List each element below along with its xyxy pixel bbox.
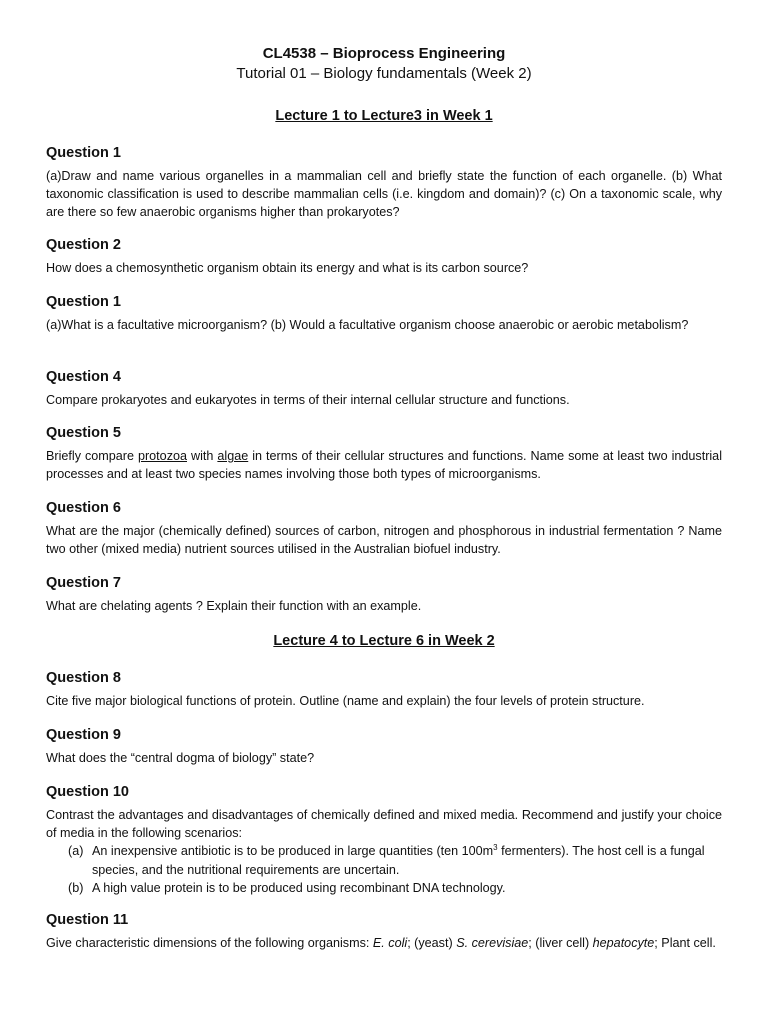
- question-text: [46, 934, 722, 952]
- question-text: Contrast the advantages and disadvantages of chemically defined and mixed media. Recommend and justify your choice of media in the following scenarios:: [46, 808, 722, 841]
- question-block: [46, 669, 722, 710]
- question-title: Question 1: [46, 145, 121, 161]
- text-run: in terms of their cellular structures and functions. Name some at least two industrial processes and at least two species names involving those both types of microorganisms.: [46, 449, 722, 482]
- question-text: Cite five major biological functions of protein. Outline (name and explain) the four levels of protein structure.: [46, 694, 645, 708]
- scenario-marker: (b): [68, 880, 84, 895]
- question-title: Question 7: [46, 575, 121, 591]
- question-block: [46, 424, 722, 483]
- species-name: S. cerevisiae: [456, 936, 529, 950]
- question-title: Question 8: [46, 670, 121, 686]
- scenario-marker: (a): [68, 844, 84, 859]
- text-run: A high value protein is to be produced using recombinant DNA technology.: [92, 880, 506, 895]
- question-block: [46, 499, 722, 558]
- question-text: (a)Draw and name various organelles in a mammalian cell and briefly state the function of each organelle. (b) What taxonomic classification is used to describe mammalian cells (i.e. kingdom and domain)? (c) On a taxonomic scale, why are there so few anaerobic organisms higher than prokaryotes?: [46, 169, 722, 220]
- text-run: fermenters). The host cell is a fungal species, and the nutritional requirements are uncertain.: [92, 844, 705, 877]
- question-title: Question 4: [46, 369, 121, 385]
- superscript: 3: [493, 843, 498, 853]
- question-block: [46, 783, 722, 897]
- question-block: [46, 368, 722, 409]
- question-block: [46, 726, 722, 767]
- question-text: Compare prokaryotes and eukaryotes in terms of their internal cellular structure and functions.: [46, 393, 570, 407]
- text-run: Briefly compare: [46, 449, 138, 463]
- question-title: Question 5: [46, 425, 121, 441]
- scenario-item: [46, 879, 722, 897]
- question-title: Question 6: [46, 500, 121, 516]
- question-text: (a)What is a facultative microorganism? (b) Would a facultative organism choose anaerobic or aerobic metabolism?: [46, 318, 689, 332]
- question-block: [46, 236, 722, 277]
- scenario-item: [46, 842, 722, 878]
- document-subtitle: Tutorial 01 – Biology fundamentals (Week 2): [236, 65, 532, 82]
- section-heading-week1: Lecture 1 to Lecture3 in Week 1: [275, 108, 493, 124]
- text-run: ; (yeast): [407, 936, 457, 950]
- question-text: [46, 447, 722, 483]
- question-text: What are the major (chemically defined) sources of carbon, nitrogen and phosphorous in industrial fermentation ? Name two other (mixed media) nutrient sources utilised in the Australian biofuel industry.: [46, 524, 722, 557]
- question-text: What does the “central dogma of biology” state?: [46, 751, 315, 765]
- question-title: Question 2: [46, 237, 121, 253]
- text-run: with: [187, 449, 218, 463]
- question-text: What are chelating agents ? Explain their function with an example.: [46, 599, 422, 613]
- question-title: Question 9: [46, 727, 121, 743]
- section-heading-week2: Lecture 4 to Lecture 6 in Week 2: [273, 633, 495, 649]
- question-text: How does a chemosynthetic organism obtain its energy and what is its carbon source?: [46, 261, 529, 275]
- question-block: [46, 293, 722, 334]
- species-name: E. coli: [372, 936, 408, 950]
- question-title: Question 1: [46, 294, 121, 310]
- cell-type-name: hepatocyte: [592, 936, 655, 950]
- text-run: ; Plant cell.: [654, 936, 716, 950]
- document-title: CL4538 – Bioprocess Engineering: [262, 45, 506, 62]
- question-block: [46, 911, 722, 952]
- title-block: [0, 44, 768, 84]
- question-block: [46, 574, 722, 615]
- text-run: ; (liver cell): [528, 936, 593, 950]
- underlined-term: protozoa: [137, 449, 187, 463]
- text-run: Give characteristic dimensions of the following organisms:: [46, 936, 373, 950]
- question-block: [46, 144, 722, 222]
- underlined-term: algae: [217, 449, 249, 463]
- scenario-list: [46, 842, 722, 897]
- text-run: An inexpensive antibiotic is to be produced in large quantities (ten 100m: [92, 844, 494, 859]
- question-title: Question 11: [46, 912, 129, 928]
- question-title: Question 10: [46, 784, 129, 800]
